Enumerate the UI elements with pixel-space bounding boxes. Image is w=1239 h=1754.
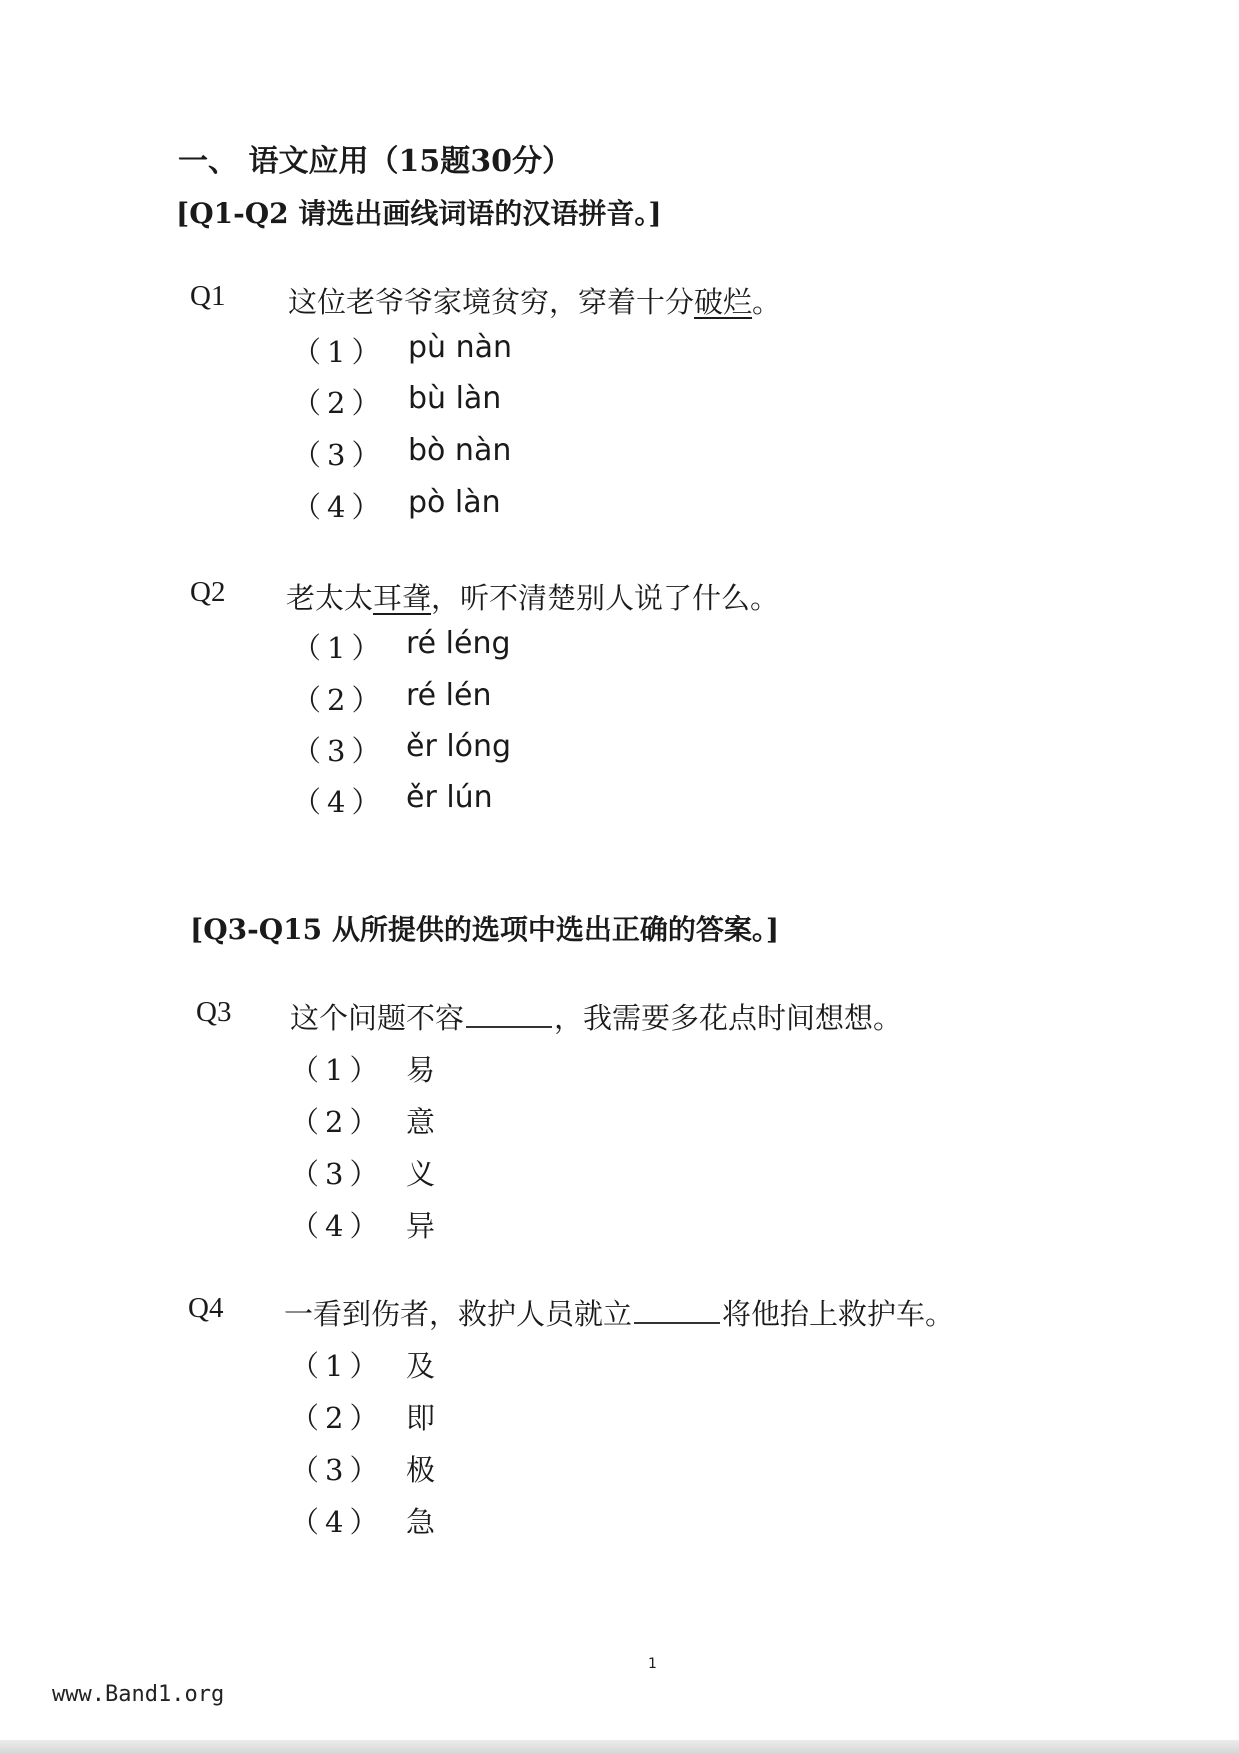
question-number: Q3 [196, 996, 232, 1028]
option-text: 即 [406, 1401, 436, 1435]
option-text: bò nàn [408, 433, 512, 468]
option-number: （3） [292, 438, 387, 472]
option-number: （3） [292, 734, 387, 768]
option-number: （1） [292, 335, 387, 369]
option-text: 及 [406, 1349, 436, 1383]
question-text-after: 。 [752, 285, 782, 319]
option-text: ré lén [406, 678, 492, 713]
question-text [290, 996, 902, 1037]
question-text-after: ，听不清楚别人说了什么。 [431, 581, 780, 615]
question-number: Q4 [188, 1292, 224, 1324]
option-number: （4） [290, 1505, 385, 1539]
option-text: pò làn [408, 485, 501, 520]
footer-url: www.Band1.org [52, 1682, 225, 1707]
question-text-before: 这个问题不容 [290, 1001, 465, 1035]
question-text [288, 280, 781, 321]
option-number: （2） [292, 386, 387, 420]
option-number: （2） [290, 1105, 385, 1139]
question-text [284, 1292, 954, 1333]
option-text: 急 [406, 1505, 436, 1539]
option-number: （1） [290, 1349, 385, 1383]
scan-edge [0, 1740, 1239, 1754]
question-text-before: 这位老爷爷家境贫穷，穿着十分 [288, 285, 695, 319]
option-text: 异 [406, 1209, 436, 1243]
question-text-after: ，我需要多花点时间想想。 [554, 1001, 903, 1035]
answer-blank [466, 1002, 552, 1028]
option-text: ré léng [406, 626, 511, 661]
section-title: 一、 语文应用（15题30分） [178, 144, 572, 179]
option-text: 义 [406, 1157, 436, 1191]
question-text [286, 576, 779, 617]
option-number: （3） [290, 1453, 385, 1487]
option-text: 极 [406, 1453, 436, 1487]
option-number: （3） [290, 1157, 385, 1191]
option-number: （4） [290, 1209, 385, 1243]
underlined-word: 耳聋 [373, 581, 432, 615]
option-text: 意 [406, 1105, 436, 1139]
page-number: 1 [648, 1656, 657, 1672]
option-number: （2） [292, 683, 387, 717]
option-number: （2） [290, 1401, 385, 1435]
question-text-before: 一看到伤者，救护人员就立 [284, 1297, 633, 1331]
instruction-q1-q2: [Q1-Q2 请选出画线词语的汉语拼音。] [176, 197, 662, 230]
underlined-word: 破烂 [694, 285, 753, 319]
question-text-after: 将他抬上救护车。 [722, 1297, 955, 1331]
question-text-before: 老太太 [286, 581, 374, 615]
option-text: ěr lún [406, 780, 493, 815]
option-text: pù nàn [408, 330, 513, 365]
answer-blank [634, 1298, 720, 1324]
option-text: bù làn [408, 381, 502, 416]
option-number: （4） [292, 490, 387, 524]
option-text: ěr lóng [406, 729, 512, 764]
option-number: （4） [292, 785, 387, 819]
question-number: Q2 [190, 576, 226, 608]
question-number: Q1 [190, 280, 226, 312]
option-text: 易 [406, 1053, 436, 1087]
option-number: （1） [290, 1053, 385, 1087]
instruction-q3-q15: [Q3-Q15 从所提供的选项中选出正确的答案。] [190, 913, 780, 946]
option-number: （1） [292, 631, 387, 665]
